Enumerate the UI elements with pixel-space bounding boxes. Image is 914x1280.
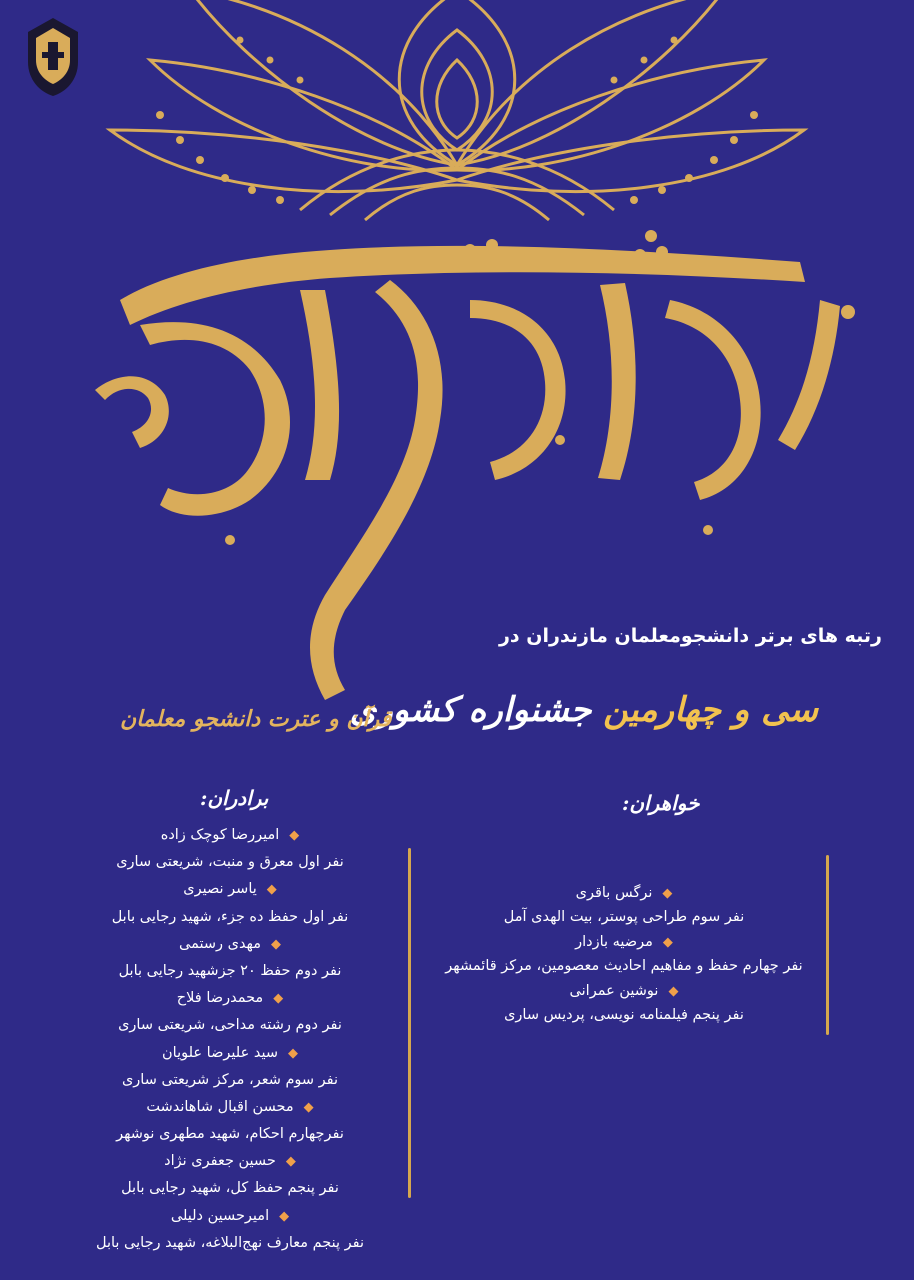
winner-line-text: نفر اول معرق و منبت، شریعتی ساری (116, 854, 344, 871)
winner-line-text: محسن اقبال شاهاندشت (146, 1098, 294, 1115)
festival-title (350, 690, 818, 730)
winner-line-text: نفر دوم حفظ ۲۰ جزشهید رجایی بابل (118, 962, 342, 979)
winner-line-text: نفر چهارم حفظ و مفاهیم احادیث معصومین، مرکز قائمشهر (445, 958, 803, 975)
mandala-lotus-ornament (110, 0, 804, 220)
winner-detail (60, 849, 400, 876)
winner-detail (60, 1175, 400, 1202)
winner-detail (60, 1012, 400, 1039)
winner-line-text: نرگس باقری (575, 885, 653, 901)
winner-line-text: سید علیرضا علویان (162, 1044, 278, 1061)
festival-subtitle: قرآن و عترت دانشجو معلمان (120, 706, 392, 732)
winner-detail (60, 1230, 400, 1257)
winner-line-text: مهدی رستمی (178, 935, 261, 952)
winner-line-text: محمدرضا فلاح (176, 990, 264, 1007)
winner-detail (425, 954, 823, 978)
sisters-list (425, 881, 823, 1027)
bullet-icon: ◆ (273, 991, 284, 1007)
brothers-heading: برادران: (200, 786, 269, 810)
headline: رتبه های برتر دانشجومعلمان مازندران در (498, 625, 882, 647)
university-emblem-icon (22, 14, 84, 98)
winner-detail (425, 905, 823, 929)
winner-name (60, 985, 400, 1012)
winner-name (425, 930, 823, 954)
bullet-icon: ◆ (266, 882, 277, 898)
bullet-icon: ◆ (303, 1099, 314, 1115)
winner-line-text: امیرحسین دلیلی (170, 1207, 270, 1224)
bullet-icon: ◆ (668, 983, 679, 999)
winner-line-text: نفر پنجم معارف نهج‌البلاغه، شهید رجایی بابل (95, 1234, 365, 1251)
winner-line-text: نفر سوم طراحی پوستر، بیت الهدی آمل (503, 909, 745, 926)
winner-line-text: نفرچهارم احکام، شهید مطهری نوشهر (116, 1126, 344, 1143)
bullet-icon: ◆ (279, 1208, 290, 1224)
bullet-icon: ◆ (271, 936, 281, 952)
winner-line-text: نفر سوم شعر، مرکز شریعتی ساری (121, 1071, 339, 1088)
winner-line-text: نفر اول حفظ ده جزء، شهید رجایی بابل (111, 908, 349, 925)
winner-name (60, 1148, 400, 1175)
winner-line-text: یاسر نصیری (183, 881, 257, 898)
brothers-list (60, 822, 400, 1257)
winner-name (425, 979, 823, 1003)
winner-name (425, 881, 823, 905)
winner-name (60, 876, 400, 903)
bullet-icon: ◆ (285, 1154, 296, 1170)
bullet-icon: ◆ (662, 886, 673, 901)
winner-detail (425, 1003, 823, 1027)
bullet-icon: ◆ (289, 828, 300, 843)
winner-name (60, 1040, 400, 1067)
gold-vertical-divider-left (408, 848, 411, 1198)
festival-title-main: جشنواره کشوری (349, 690, 592, 730)
winner-name (60, 822, 400, 849)
winner-detail (60, 958, 400, 985)
winner-line-text: نوشین عمرانی (569, 982, 659, 999)
winner-detail (60, 1067, 400, 1094)
winner-name (60, 931, 400, 958)
winner-line-text: امیررضا کوچک زاده (160, 827, 280, 843)
bullet-icon: ◆ (287, 1045, 298, 1061)
winner-line-text: مرضیه بازدار (575, 933, 653, 950)
winner-line-text: حسین جعفری نژاد (164, 1153, 276, 1170)
winner-name (60, 1203, 400, 1230)
winner-line-text: نفر پنجم فیلمنامه نویسی، پردیس ساری (504, 1006, 744, 1023)
sisters-heading: خواهران: (622, 791, 700, 815)
winner-detail (60, 904, 400, 931)
winner-line-text: نفر دوم رشته مداحی، شریعتی ساری (118, 1017, 342, 1034)
winner-detail (60, 1121, 400, 1148)
festival-title-accent: سی و چهارمین (603, 690, 818, 730)
gold-vertical-divider-right (826, 855, 829, 1035)
bullet-icon: ◆ (662, 934, 673, 950)
winner-line-text: نفر پنجم حفظ کل، شهید رجایی بابل (121, 1180, 339, 1197)
winner-name (60, 1094, 400, 1121)
